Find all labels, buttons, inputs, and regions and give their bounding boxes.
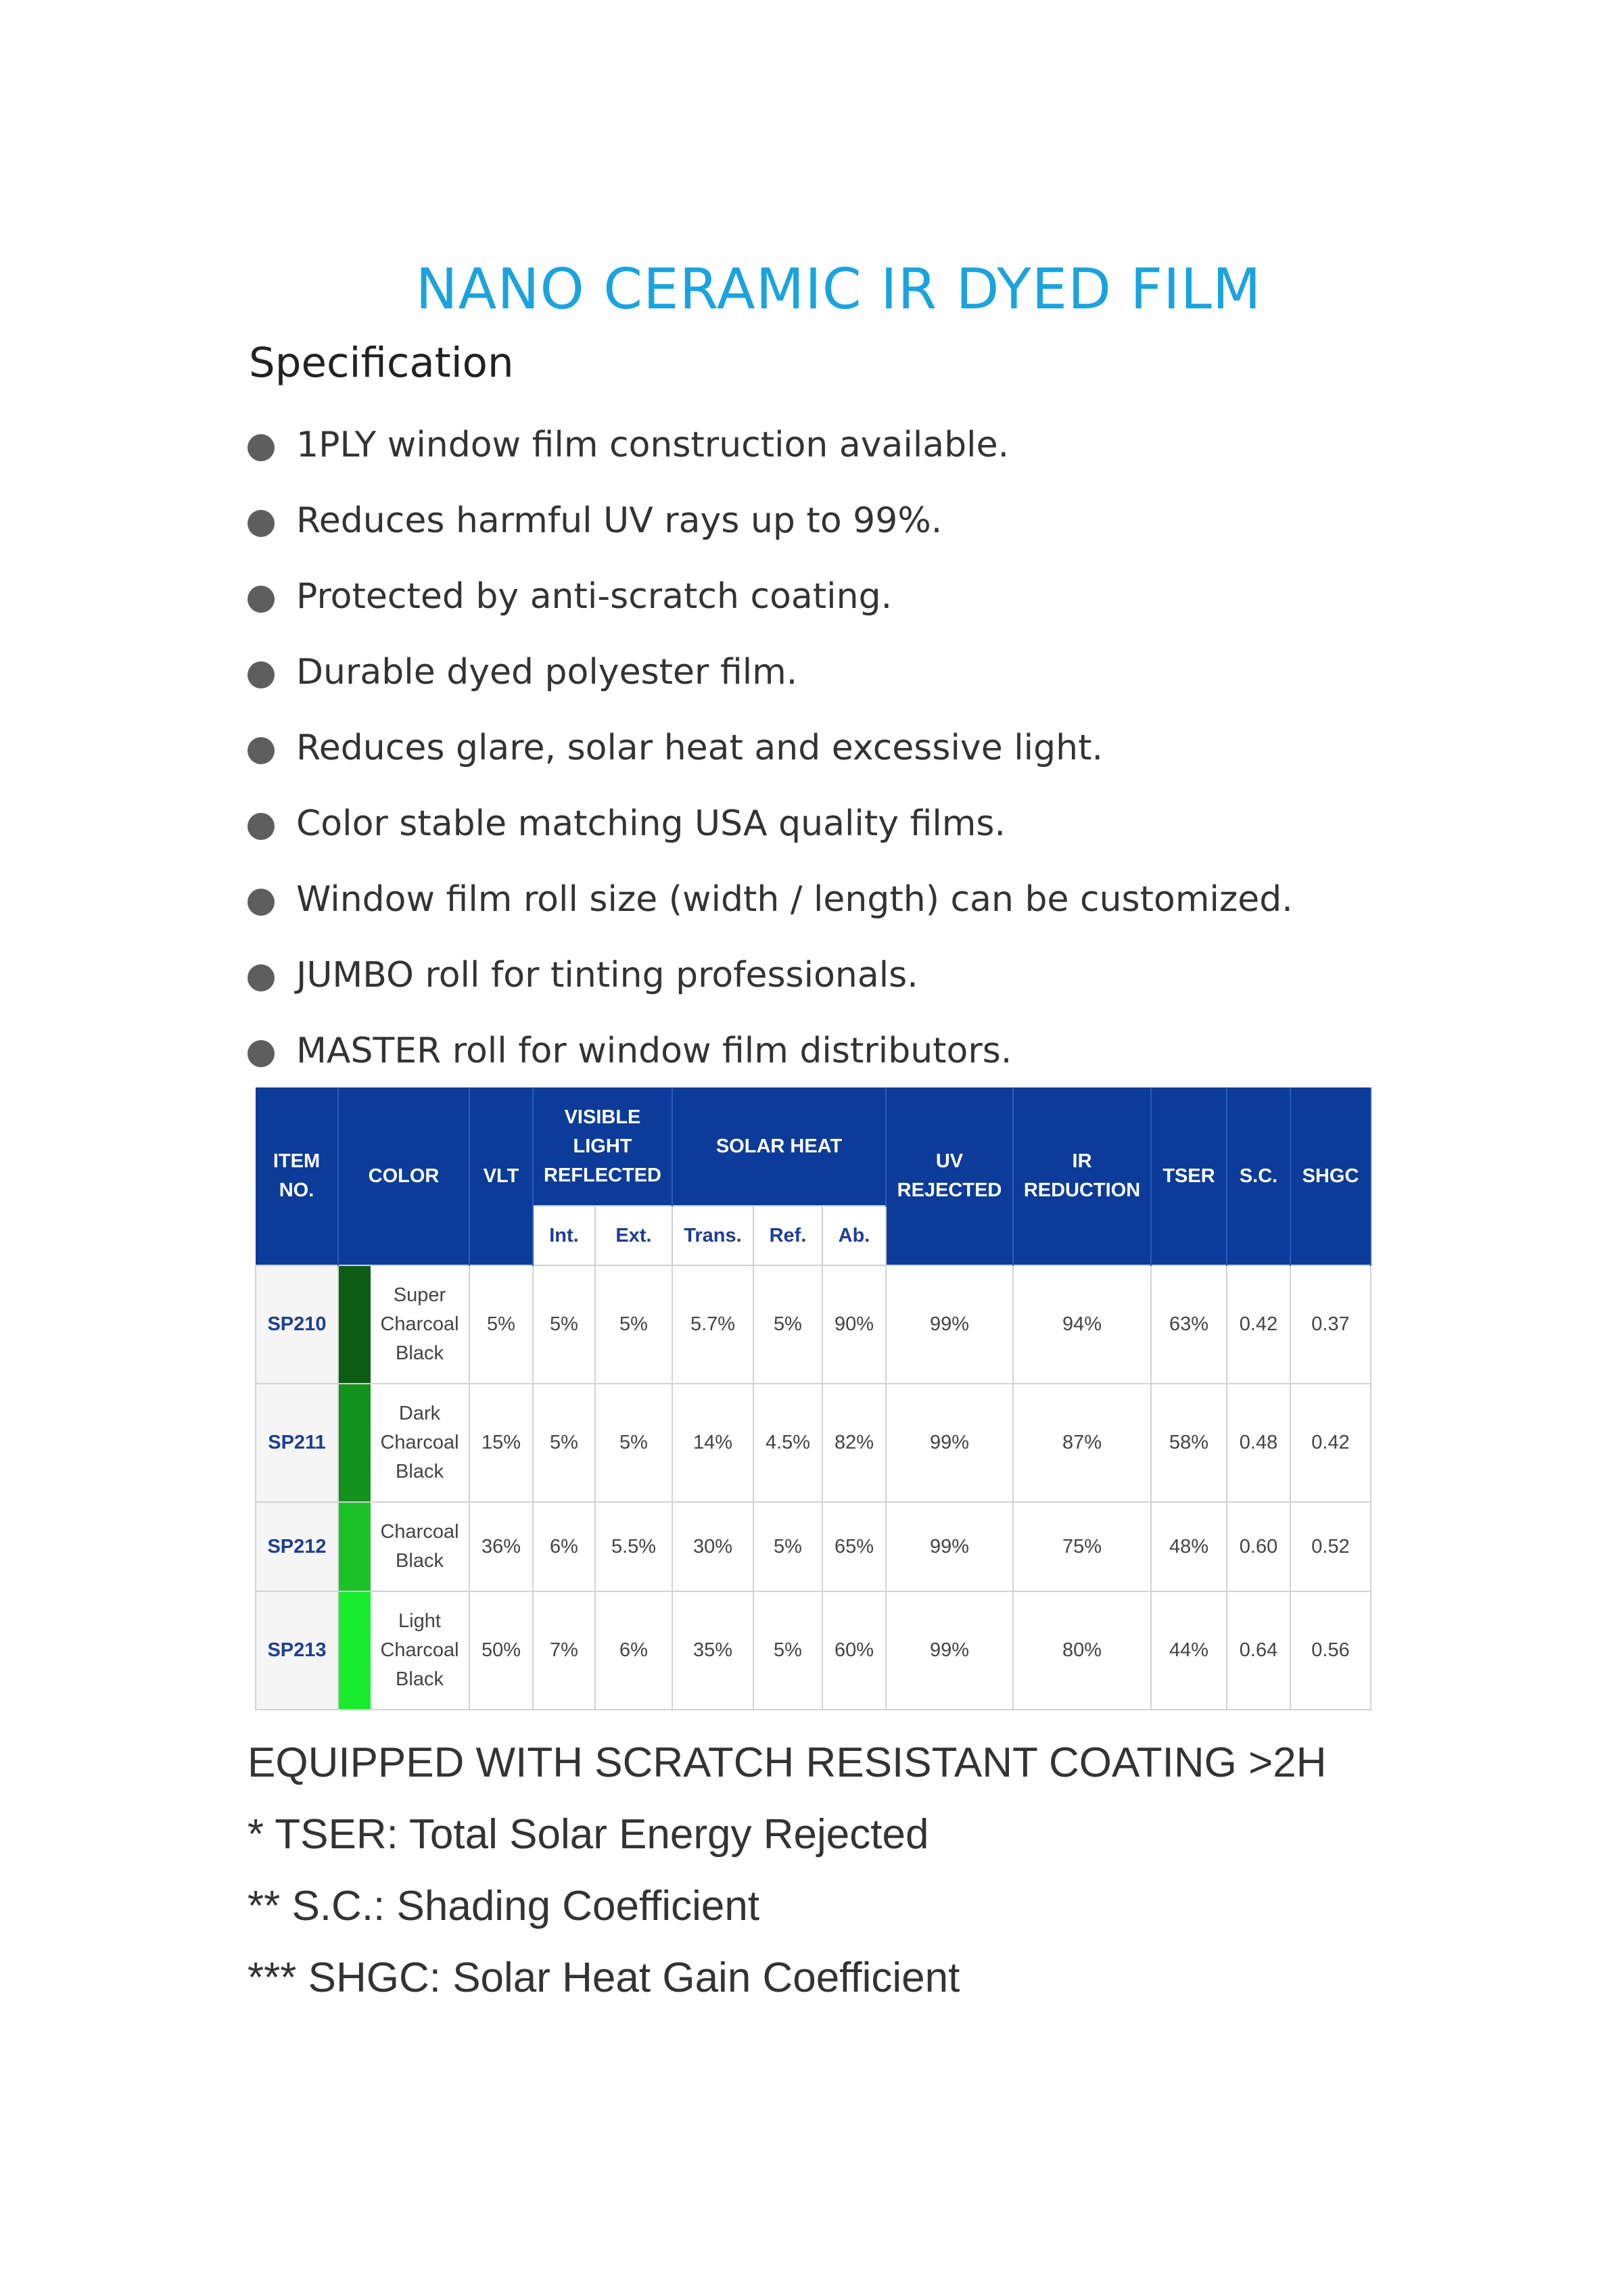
- subheader-trans: Trans.: [672, 1206, 753, 1265]
- ab-value: 65%: [822, 1502, 886, 1591]
- ir-value: 80%: [1013, 1591, 1151, 1710]
- tser-value: 58%: [1151, 1384, 1227, 1502]
- int-value: 7%: [533, 1591, 595, 1710]
- ab-value: 60%: [822, 1591, 886, 1710]
- bullet-icon: [248, 510, 275, 537]
- subheader-ab: Ab.: [822, 1206, 886, 1265]
- trans-value: 30%: [672, 1502, 753, 1591]
- subheader-ext: Ext.: [595, 1206, 672, 1265]
- bullet-text: Window film roll size (width / length) can be customized.: [296, 879, 1293, 920]
- sc-value: 0.60: [1227, 1502, 1290, 1591]
- shgc-value: 0.37: [1290, 1265, 1371, 1384]
- tser-footnote: * TSER: Total Solar Energy Rejected: [248, 1811, 929, 1858]
- color-name: Charcoal Black: [371, 1502, 469, 1591]
- ext-value: 5%: [595, 1384, 672, 1502]
- bullet-text: Reduces glare, solar heat and excessive light.: [296, 728, 1104, 768]
- bullet-icon: [248, 964, 275, 991]
- list-item: [248, 948, 1293, 1024]
- sc-value: 0.42: [1227, 1265, 1290, 1384]
- coating-note: EQUIPPED WITH SCRATCH RESISTANT COATING >2H: [248, 1739, 1327, 1786]
- vlt-value: 15%: [469, 1384, 533, 1502]
- trans-value: 14%: [672, 1384, 753, 1502]
- tser-value: 63%: [1151, 1265, 1227, 1384]
- bullet-text: JUMBO roll for tinting professionals.: [296, 955, 918, 995]
- table-row: [256, 1265, 1371, 1384]
- int-value: 6%: [533, 1502, 595, 1591]
- ir-value: 87%: [1013, 1384, 1151, 1502]
- shgc-value: 0.56: [1290, 1591, 1371, 1710]
- ext-value: 5%: [595, 1265, 672, 1384]
- sc-value: 0.64: [1227, 1591, 1290, 1710]
- color-name: Light Charcoal Black: [371, 1591, 469, 1710]
- bullet-icon: [248, 889, 275, 916]
- item-number: SP213: [256, 1591, 338, 1710]
- ab-value: 82%: [822, 1384, 886, 1502]
- list-item: [248, 797, 1293, 872]
- ref-value: 5%: [753, 1502, 822, 1591]
- bullet-text: Protected by anti-scratch coating.: [296, 576, 893, 617]
- header-uv-rejected: UV REJECTED: [886, 1087, 1013, 1265]
- list-item: [248, 569, 1293, 645]
- header-ir-reduction: IR REDUCTION: [1013, 1087, 1151, 1265]
- ir-value: 94%: [1013, 1265, 1151, 1384]
- bullet-icon: [248, 434, 275, 461]
- uv-value: 99%: [886, 1384, 1013, 1502]
- sc-footnote: ** S.C.: Shading Coefficient: [248, 1883, 760, 1929]
- header-sc: S.C.: [1227, 1087, 1290, 1265]
- color-swatch: [338, 1265, 371, 1384]
- vlt-value: 36%: [469, 1502, 533, 1591]
- ref-value: 5%: [753, 1265, 822, 1384]
- ab-value: 90%: [822, 1265, 886, 1384]
- vlt-value: 5%: [469, 1265, 533, 1384]
- vlt-value: 50%: [469, 1591, 533, 1710]
- ref-value: 5%: [753, 1591, 822, 1710]
- page-title: NANO CERAMIC IR DYED FILM: [415, 256, 1262, 322]
- header-item-no: ITEM NO.: [256, 1087, 338, 1265]
- tser-value: 48%: [1151, 1502, 1227, 1591]
- bullet-text: Durable dyed polyester film.: [296, 652, 798, 693]
- bullet-text: Reduces harmful UV rays up to 99%.: [296, 500, 943, 541]
- header-tser: TSER: [1151, 1087, 1227, 1265]
- item-number: SP212: [256, 1502, 338, 1591]
- bullet-icon: [248, 661, 275, 688]
- color-swatch: [338, 1591, 371, 1710]
- subheader-ref: Ref.: [753, 1206, 822, 1265]
- uv-value: 99%: [886, 1502, 1013, 1591]
- int-value: 5%: [533, 1384, 595, 1502]
- table-row: [256, 1591, 1371, 1710]
- bullet-icon: [248, 737, 275, 764]
- bullet-icon: [248, 1040, 275, 1067]
- tser-value: 44%: [1151, 1591, 1227, 1710]
- shgc-value: 0.42: [1290, 1384, 1371, 1502]
- specification-table: [255, 1087, 1371, 1710]
- header-vlt: VLT: [469, 1087, 533, 1265]
- uv-value: 99%: [886, 1265, 1013, 1384]
- ext-value: 5.5%: [595, 1502, 672, 1591]
- specification-list: [248, 418, 1293, 1100]
- ext-value: 6%: [595, 1591, 672, 1710]
- bullet-text: 1PLY window film construction available.: [296, 425, 1010, 465]
- color-name: Super Charcoal Black: [371, 1265, 469, 1384]
- item-number: SP210: [256, 1265, 338, 1384]
- ref-value: 4.5%: [753, 1384, 822, 1502]
- color-name: Dark Charcoal Black: [371, 1384, 469, 1502]
- table-row: [256, 1502, 1371, 1591]
- trans-value: 5.7%: [672, 1265, 753, 1384]
- sc-value: 0.48: [1227, 1384, 1290, 1502]
- bullet-icon: [248, 586, 275, 613]
- header-visible-light-reflected: VISIBLE LIGHT REFLECTED: [533, 1087, 672, 1206]
- specification-heading: Specification: [249, 339, 514, 387]
- color-swatch: [338, 1502, 371, 1591]
- table-row: [256, 1384, 1371, 1502]
- list-item: [248, 645, 1293, 721]
- subheader-int: Int.: [533, 1206, 595, 1265]
- color-swatch: [338, 1384, 371, 1502]
- shgc-footnote: *** SHGC: Solar Heat Gain Coefficient: [248, 1954, 960, 2001]
- bullet-icon: [248, 813, 275, 840]
- list-item: [248, 872, 1293, 948]
- header-shgc: SHGC: [1290, 1087, 1371, 1265]
- list-item: [248, 721, 1293, 797]
- bullet-text: Color stable matching USA quality films.: [296, 803, 1006, 844]
- int-value: 5%: [533, 1265, 595, 1384]
- header-color: COLOR: [338, 1087, 469, 1265]
- header-solar-heat: SOLAR HEAT: [672, 1087, 886, 1206]
- bullet-text: MASTER roll for window film distributors.: [296, 1031, 1012, 1071]
- list-item: [248, 494, 1293, 569]
- trans-value: 35%: [672, 1591, 753, 1710]
- ir-value: 75%: [1013, 1502, 1151, 1591]
- list-item: [248, 418, 1293, 494]
- shgc-value: 0.52: [1290, 1502, 1371, 1591]
- footnotes: [248, 1727, 1327, 2014]
- uv-value: 99%: [886, 1591, 1013, 1710]
- item-number: SP211: [256, 1384, 338, 1502]
